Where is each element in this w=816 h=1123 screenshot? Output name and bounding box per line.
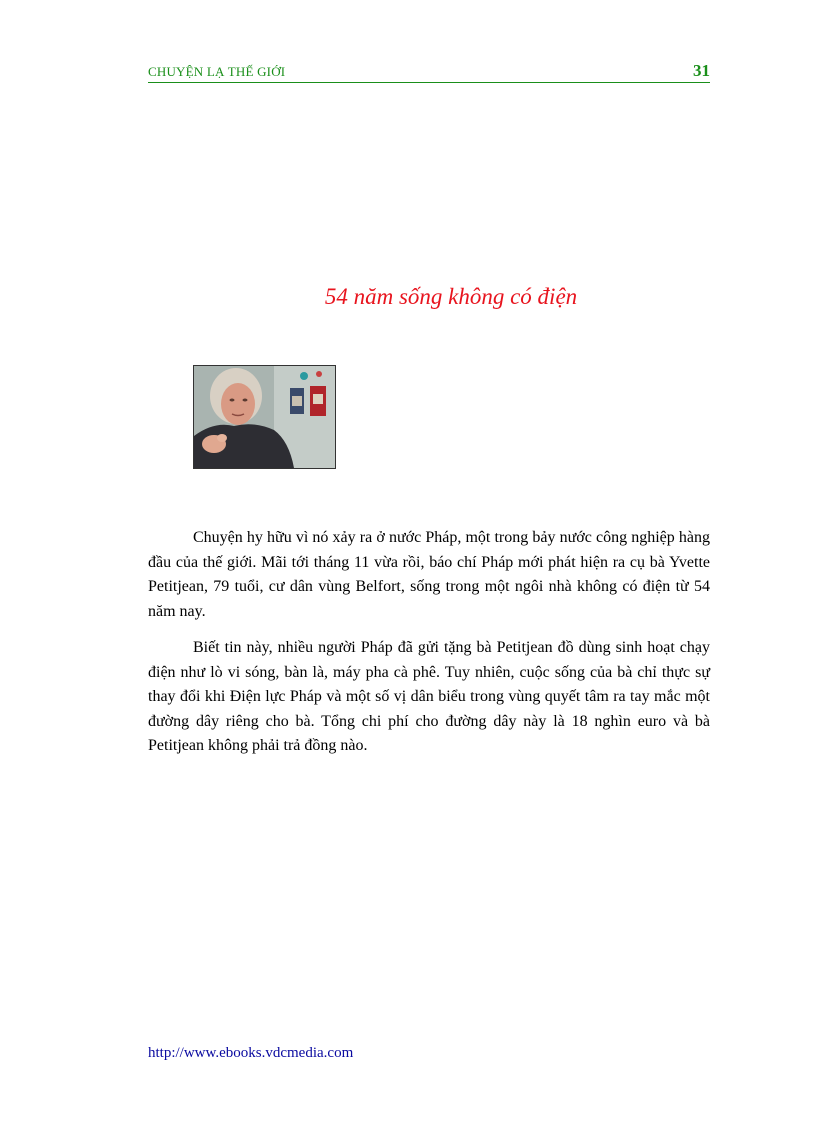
section-title: CHUYỆN LẠ THẾ GIỚI [148, 64, 286, 79]
article-photo [193, 365, 336, 469]
paragraph: Chuyện hy hữu vì nó xảy ra ở nước Pháp, một trong bảy nước công nghiệp hàng đầu của thế giới. Mãi tới tháng 11 vừa rồi, báo chí Pháp mới phát hiện ra cụ bà Yvette Petitjean, 79 tuổi, cư dân vùng Belfort, sống trong một ngôi nhà không có điện từ 54 năm nay. [148, 529, 710, 620]
paragraph: Biết tin này, nhiều người Pháp đã gửi tặng bà Petitjean đồ dùng sinh hoạt chạy điện như lò vi sóng, bàn là, máy pha cà phê. Tuy nhiên, cuộc sống của bà chỉ thực sự thay đổi khi Điện lực Pháp và một số vị dân biểu trong vùng quyết tâm ra tay mắc một đường dây riêng cho bà. Tổng chi phí cho đường dây này là 18 nghìn euro và bà Petitjean không phải trả đồng nào. [148, 639, 710, 754]
page-number: 31 [693, 61, 710, 80]
page-header [148, 60, 710, 83]
article-body [148, 526, 710, 771]
footer-link[interactable]: http://www.ebooks.vdcmedia.com [148, 1045, 354, 1061]
elderly-woman-photo-image [194, 366, 335, 468]
article-title: 54 năm sống không có điện [324, 284, 578, 309]
